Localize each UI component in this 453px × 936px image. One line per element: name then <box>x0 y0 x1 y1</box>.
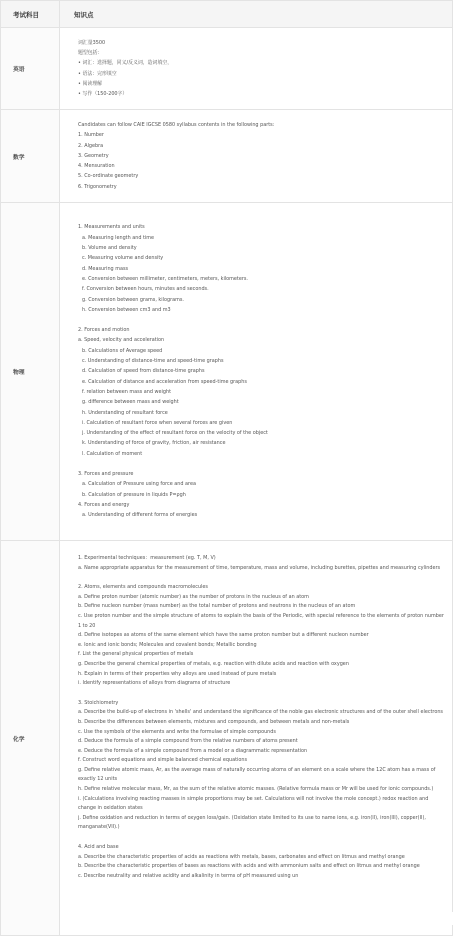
subject-cell: 物理 <box>1 203 60 541</box>
content-line: d. Calculation of speed from distance-time graphs <box>82 368 205 375</box>
content-line: 2. Atoms, elements and compounds macromolecules <box>78 584 208 591</box>
content-line: a. Measuring length and time <box>82 234 155 241</box>
content-line: a. Calculation of Pressure using force and area <box>82 481 196 488</box>
content-line: g. Describe the general chemical properties of metals, e.g. reaction with dilute acids and reaction with oxygen <box>78 660 349 667</box>
content-line: 2. Algebra <box>78 142 104 149</box>
content-line: a. Describe the characteristic properties of acids as reactions with metals, bases, carbonates and effect on litmus and methyl orange <box>78 853 405 860</box>
content-cell <box>60 110 453 203</box>
table-header-row <box>1 1 453 28</box>
content-line: e. Deduce the formula of a simple compound from a model or a diagrammatic representation <box>78 747 308 754</box>
content-line: d. Define isotopes as atoms of the same element which have the same proton number but a different nucleon number <box>78 632 369 639</box>
content-line: 题型包括： <box>78 50 103 57</box>
content-line: d. Measuring mass <box>82 265 129 272</box>
subject-cell: 英语 <box>1 28 60 110</box>
table-row <box>1 110 453 203</box>
content-line: j. Define oxidation and reduction in terms of oxygen loss/gain. (Oxidation state limited to its use to name ions, e.g. iron(II), iron(III), copper(II), manganate(VII).) <box>78 814 426 831</box>
content-line: 2. Forces and motion <box>78 327 130 334</box>
content-line: i. (Calculations involving reacting masses in simple proportions may be set. Calculations will not involve the mole concept.) redox reaction and change in oxidation states <box>78 795 429 812</box>
content-line: e. Calculation of distance and acceleration from speed-time graphs <box>82 378 247 385</box>
content-line: 3. Stoichiometry <box>78 699 119 706</box>
content-line: g. difference between mass and weight <box>82 399 179 406</box>
content-line: a. Name appropriate apparatus for the measurement of time, temperature, mass and volume, including burettes, pipettes and measuring cylinders <box>78 564 441 571</box>
content-line: f. relation between mass and weight <box>82 388 172 395</box>
content-line: h. Explain in terms of their properties why alloys are used instead of pure metals <box>78 670 277 677</box>
content-line: 1. Measurements and units <box>78 224 145 231</box>
content-cell <box>60 541 453 936</box>
content-line: Candidates can follow CAIE IGCSE 0580 syllabus contents in the following parts: <box>78 122 275 129</box>
content-line: i. Calculation of resultant force when several forces are given <box>82 419 233 426</box>
table-row <box>1 203 453 541</box>
table-row <box>1 541 453 936</box>
header-subject: 考试科目 <box>1 1 60 28</box>
table-row <box>1 28 453 110</box>
content-line: c. Use proton number and the simple structure of atoms to explain the basis of the Periodic, with special reference to the elements of proton number 1 to 20 <box>78 612 444 629</box>
content-line: h. Define relative molecular mass, Mr, as the sum of the relative atomic masses. (Relative formula mass or Mr will be used for ionic compounds.) <box>78 786 434 793</box>
header-knowledge-points: 知识点 <box>60 1 453 28</box>
content-line: a. Speed, velocity and acceleration <box>78 337 165 344</box>
content-line: 4. Mensuration <box>78 163 115 170</box>
content-line: f. List the general physical properties of metals <box>78 651 194 658</box>
content-line: g. Conversion between grams, kilograms. <box>82 296 184 303</box>
content-line: 3. Forces and pressure <box>78 471 134 478</box>
content-line: 6. Trigonometry <box>78 183 117 190</box>
content-line: c. Measuring volume and density <box>82 255 164 262</box>
subject-cell: 化学 <box>1 541 60 936</box>
content-line: e. Conversion between millimeter, centimeters, meters, kilometers. <box>82 275 248 282</box>
spacer <box>78 573 444 583</box>
content-line: l. Calculation of moment <box>82 450 143 457</box>
content-line: a. Understanding of different forms of energies <box>82 512 198 519</box>
content-line: 词汇量3500 <box>78 39 106 46</box>
content-line: i. Identify representations of alloys from diagrams of structure <box>78 680 231 687</box>
content-line: f. Conversion between hours, minutes and seconds. <box>82 286 209 293</box>
content-line: h. Understanding of resultant force <box>82 409 168 416</box>
content-line: b. Calculation of pressure in liquids P=ρgh <box>82 491 186 498</box>
content-cell <box>60 203 453 541</box>
content-line: j. Understanding of the effect of resultant force on the velocity of the object <box>82 430 268 437</box>
content-line: a. Describe the build-up of electrons in 'shells' and understand the significance of the noble gas electronic structures and of the outer shell electrons <box>78 709 443 716</box>
content-line: a. Define proton number (atomic number) as the number of protons in the nucleus of an atom <box>78 593 309 600</box>
chemistry-content <box>78 541 444 881</box>
content-line: g. Define relative atomic mass, Ar, as the average mass of naturally occurring atoms of an element on a scale where the 12C atom has a mass of exactly 12 units <box>78 766 436 783</box>
content-line: 5. Co-ordinate geometry <box>78 173 139 180</box>
content-line: b. Describe the characteristic properties of bases as reactions with acids and with ammonium salts and effect on litmus and methyl orange <box>78 863 420 870</box>
spacer <box>78 689 444 699</box>
content-line: c. Use the symbols of the elements and write the formulae of simple compounds <box>78 728 276 735</box>
content-line: e. Ionic and ionic bonds; Molecules and covalent bonds; Metallic bonding <box>78 641 257 648</box>
spacer <box>78 833 444 843</box>
content-line: • 语法：完形填空 <box>78 70 117 77</box>
content-line: c. Describe neutrality and relative acidity and alkalinity in terms of pH measured using un <box>78 872 299 879</box>
content-line: • 词汇：选择题，同义/反义词，造词填空， <box>78 60 173 67</box>
content-line: • 阅读理解 <box>78 80 103 87</box>
content-line: b. Volume and density <box>82 245 137 252</box>
content-line: f. Construct word equations and simple balanced chemical equations <box>78 757 247 764</box>
content-line: 1. Number <box>78 132 104 139</box>
content-line: 3. Geometry <box>78 152 109 159</box>
content-line: b. Describe the differences between elements, mixtures and compounds, and between metals and non-metals <box>78 718 350 725</box>
content-line: 1. Experimental techniques：measurement (eg. T, M, V) <box>78 555 216 561</box>
content-line: 4. Acid and base <box>78 844 119 851</box>
content-line: b. Define nucleon number (mass number) as the total number of protons and neutrons in the nucleus of an atom <box>78 603 356 610</box>
content-cell <box>60 28 453 110</box>
spacer <box>78 315 444 325</box>
bottom-fade-overlay <box>300 912 453 925</box>
content-line: h. Conversion between cm3 and m3 <box>82 306 171 313</box>
subject-cell: 数学 <box>1 110 60 203</box>
spacer <box>78 459 444 469</box>
content-line: b. Calculations of Average speed <box>82 347 163 354</box>
content-line: k. Understanding of force of gravity, friction, air resistance <box>82 440 226 447</box>
content-line: • 写作（150-200字） <box>78 90 128 97</box>
content-line: d. Deduce the formula of a simple compound from the relative numbers of atoms present <box>78 738 298 745</box>
content-line: 4. Forces and energy <box>78 501 130 508</box>
content-line: c. Understanding of distance-time and speed-time graphs <box>82 358 224 365</box>
